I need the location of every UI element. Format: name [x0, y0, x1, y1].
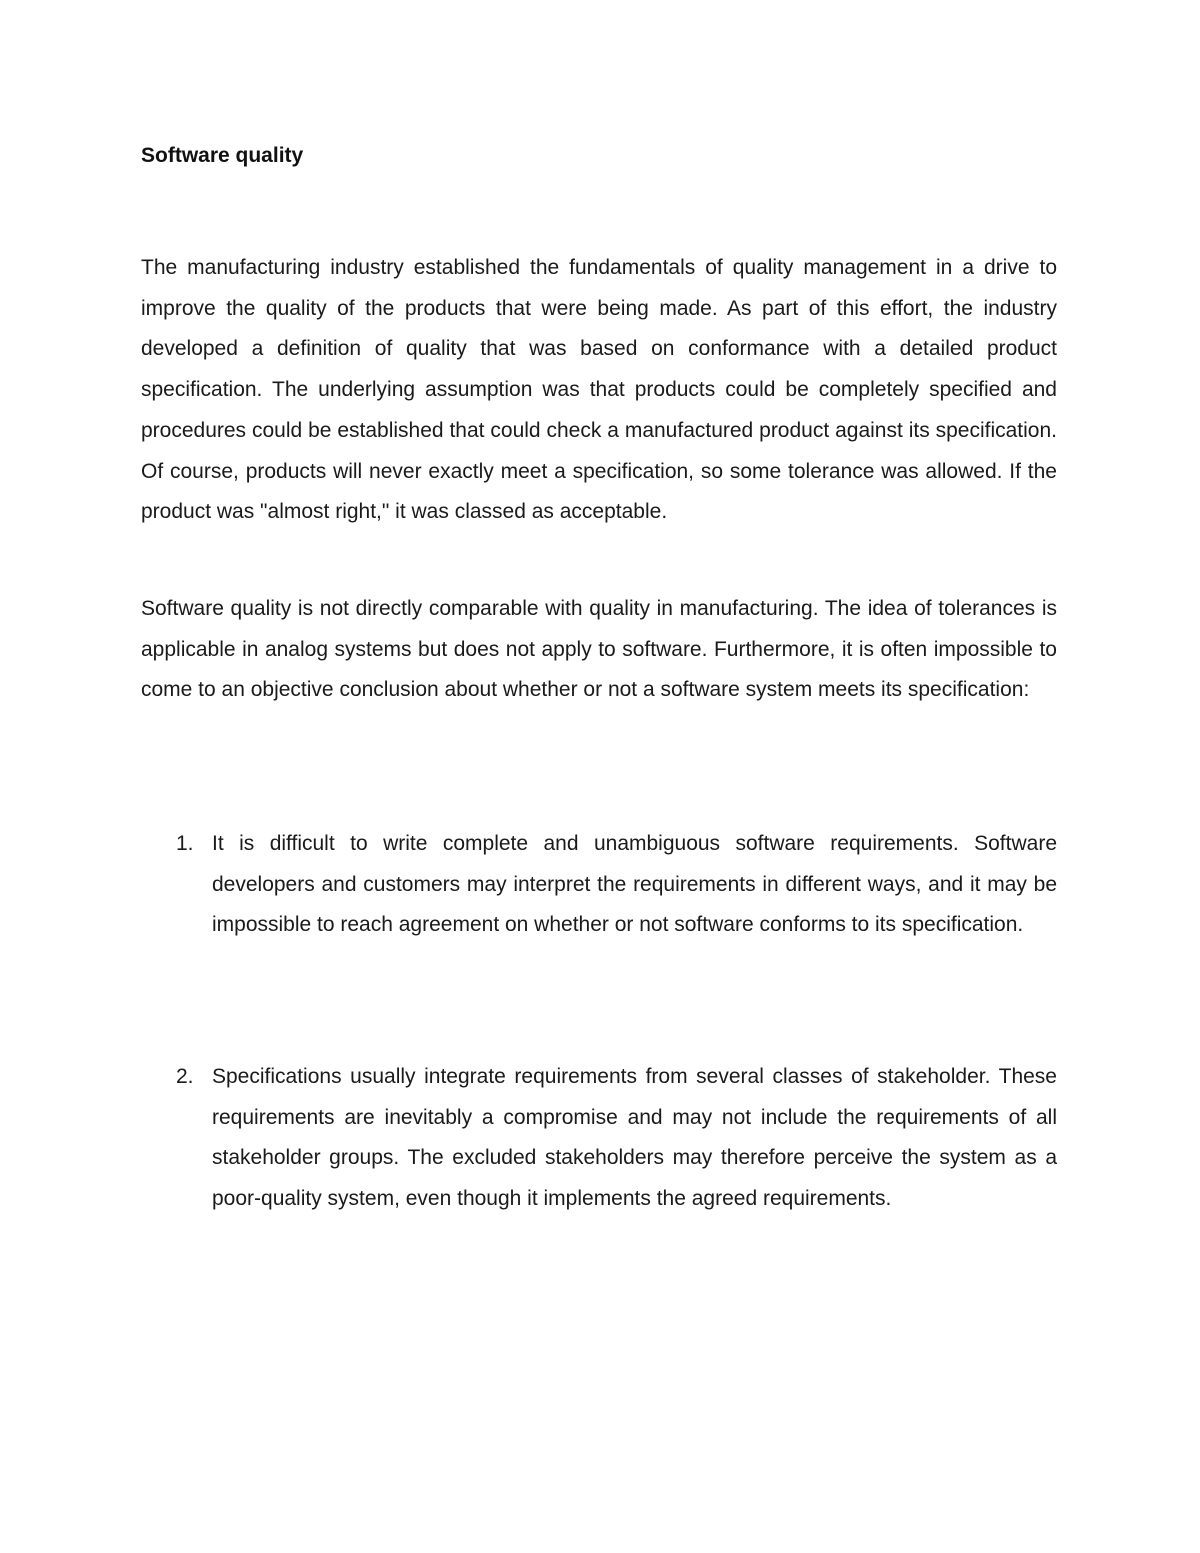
list-item	[141, 1057, 1057, 1220]
list-item	[141, 824, 1057, 946]
list-item-text: It is difficult to write complete and unambiguous software requirements. Software developers and customers may interpret the requirements in different ways, and it may be impossible to reach agreement on whether or not software conforms to its specification.	[212, 832, 1057, 937]
page-title: Software quality	[141, 144, 304, 167]
list-item-number: 2.	[176, 1065, 194, 1088]
paragraph-software-quality: Software quality is not directly comparable with quality in manufacturing. The idea of tolerances is applicable in analog systems but does not apply to software. Furthermore, it is often impossible to come to an objective conclusion about whether or not a software system meets its specification:	[141, 597, 1057, 702]
list-item-number: 1.	[176, 832, 194, 855]
paragraph-manufacturing: The manufacturing industry established the fundamentals of quality management in a drive to improve the quality of the products that were being made. As part of this effort, the industry developed a definition of quality that was based on conformance with a detailed product specification. The underlying assumption was that products could be completely specified and procedures could be established that could check a manufactured product against its specification. Of course, products will never exactly meet a specification, so some tolerance was allowed. If the product was "almost right," it was classed as acceptable.	[141, 256, 1057, 524]
list-item-text: Specifications usually integrate requirements from several classes of stakeholder. These requirements are inevitably a compromise and may not include the requirements of all stakeholder groups. The excluded stakeholders may therefore perceive the system as a poor-quality system, even though it implements the agreed requirements.	[212, 1065, 1057, 1211]
